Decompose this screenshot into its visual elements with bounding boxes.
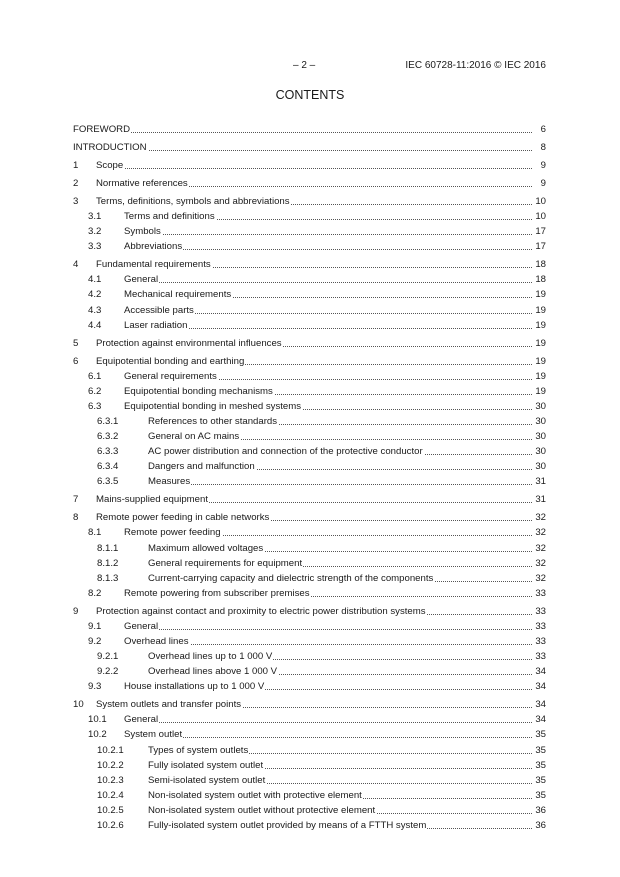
toc-entry-title: Protection against environmental influences <box>96 337 282 349</box>
toc-entry[interactable] <box>73 414 546 429</box>
toc-entry-number: 10.2.5 <box>97 804 124 816</box>
toc-entry-number: 9.2.1 <box>97 651 119 663</box>
toc-entry-number: 10.2.4 <box>97 789 124 801</box>
toc-entry-page: 33 <box>535 651 546 663</box>
toc-entry-page: 30 <box>535 461 546 473</box>
toc-entry-number: 9.3 <box>88 681 102 693</box>
toc-entry-page: 36 <box>535 820 546 832</box>
toc-entry-title: Equipotential bonding mechanisms <box>124 385 273 397</box>
toc-entry[interactable] <box>73 158 546 173</box>
toc-entry-title: Measures <box>148 476 191 488</box>
toc-entry[interactable] <box>73 604 546 619</box>
toc-entry[interactable] <box>73 634 546 649</box>
toc-entry[interactable] <box>73 586 546 601</box>
toc-entry-title: Dangers and malfunction <box>148 461 255 473</box>
toc-entry-number: 10.2 <box>88 729 107 741</box>
toc-entry-title: Normative references <box>96 178 188 190</box>
toc-entry-page: 35 <box>535 729 546 741</box>
toc-entry-title: Overhead lines above 1 000 V <box>148 666 278 678</box>
toc-entry-number: 9.1 <box>88 620 102 632</box>
toc-entry[interactable] <box>73 239 546 254</box>
toc-entry-title: Equipotential bonding in meshed systems <box>124 400 302 412</box>
toc-entry-title: Mechanical requirements <box>124 289 232 301</box>
toc-entry-number: 2 <box>73 178 79 190</box>
toc-entry-title: Semi-isolated system outlet <box>148 774 266 786</box>
toc-entry[interactable] <box>73 818 546 833</box>
toc-entry-number: 6.3.2 <box>97 431 119 443</box>
toc-entry[interactable] <box>73 664 546 679</box>
toc-entry-page: 34 <box>535 681 546 693</box>
toc-entry-page: 35 <box>535 789 546 801</box>
toc-entry-page: 17 <box>535 241 546 253</box>
toc-entry-number: 9.2.2 <box>97 666 119 678</box>
toc-entry-number: 10 <box>73 699 84 711</box>
toc-entry-number: 4.1 <box>88 274 102 286</box>
toc-entry-page: 34 <box>535 699 546 711</box>
toc-entry-number: 9.2 <box>88 636 102 647</box>
toc-entry[interactable] <box>73 399 546 414</box>
toc-entry[interactable] <box>73 510 546 525</box>
toc-entry-page: 19 <box>535 370 546 382</box>
toc-entry[interactable] <box>73 140 546 155</box>
toc-entry-title: Laser radiation <box>124 319 188 331</box>
toc-entry-page: 10 <box>535 196 546 208</box>
toc-entry[interactable] <box>73 384 546 399</box>
toc-entry[interactable] <box>73 369 546 384</box>
toc-entry[interactable] <box>73 525 546 540</box>
toc-entry-title: Equipotential bonding and earthing <box>96 355 245 367</box>
toc-entry[interactable] <box>73 788 546 803</box>
toc-entry-page: 36 <box>535 804 546 816</box>
toc-entry[interactable] <box>73 540 546 555</box>
toc-entry-title: Remote power feeding <box>124 527 221 539</box>
toc-entry-number: 6.2 <box>88 385 102 397</box>
toc-entry-title: FOREWORD <box>73 124 131 136</box>
toc-entry-page: 33 <box>535 587 546 599</box>
toc-entry-title: Symbols <box>124 226 161 238</box>
toc-entry[interactable] <box>73 176 546 191</box>
toc-entry[interactable] <box>73 758 546 773</box>
toc-entry-title: Fully isolated system outlet <box>148 759 264 771</box>
toc-entry-page: 18 <box>535 274 546 286</box>
toc-entry-title: Remote power feeding in cable networks <box>96 512 270 524</box>
toc-entry[interactable] <box>73 712 546 727</box>
toc-entry-number: 3.1 <box>88 211 102 223</box>
toc-entry-number: 8.2 <box>88 587 102 599</box>
toc-entry-number: 7 <box>73 494 79 506</box>
toc-entry[interactable] <box>73 287 546 302</box>
toc-entry[interactable] <box>73 302 546 317</box>
toc-entry[interactable] <box>73 318 546 333</box>
toc-entry-page: 34 <box>535 714 546 726</box>
standard-reference: IEC 60728-11:2016 © IEC 2016 <box>405 60 546 71</box>
toc-entry-page: 19 <box>535 289 546 301</box>
toc-entry-number: 4.2 <box>88 289 102 301</box>
toc-entry-title: Fundamental requirements <box>96 259 211 271</box>
toc-entry-title: Accessible parts <box>124 304 194 316</box>
toc-entry-page: 32 <box>535 527 546 539</box>
toc-entry-title: House installations up to 1 000 V <box>124 681 265 693</box>
toc-entry-title: Overhead lines <box>124 636 189 647</box>
toc-entry-number: 1 <box>73 160 79 172</box>
page-title: CONTENTS <box>275 88 345 102</box>
toc-entry-page: 19 <box>535 304 546 316</box>
toc-entry-page: 34 <box>535 666 546 678</box>
toc-entry-number: 8.1 <box>88 527 102 539</box>
toc-entry[interactable] <box>73 492 546 507</box>
toc-entry[interactable] <box>73 194 546 209</box>
toc-entry-title: References to other standards <box>148 416 278 428</box>
toc-entry-page: 19 <box>535 385 546 397</box>
toc-entry-page: 9 <box>540 160 546 172</box>
toc-entry-number: 10.2.6 <box>97 820 124 832</box>
toc-entry-title: General requirements <box>124 370 217 382</box>
toc-entry-number: 6.1 <box>88 370 102 382</box>
toc-entry-title: AC power distribution and connection of the protective conductor <box>148 446 423 458</box>
toc-entry[interactable] <box>73 459 546 474</box>
toc-entry-title: Current-carrying capacity and dielectric strength of the components <box>148 572 434 584</box>
toc-entry-title: System outlets and transfer points <box>96 699 242 711</box>
toc-entry-title: Remote powering from subscriber premises <box>124 587 310 599</box>
toc-entry-page: 33 <box>535 605 546 617</box>
toc-entry-page: 35 <box>535 744 546 756</box>
toc-entry-title: INTRODUCTION <box>73 142 147 154</box>
toc-entry[interactable] <box>73 224 546 239</box>
toc-entry[interactable] <box>73 619 546 634</box>
toc-entry-page: 19 <box>535 319 546 331</box>
toc-entry[interactable] <box>73 209 546 224</box>
toc-entry-number: 5 <box>73 337 79 349</box>
toc-entry-number: 3.2 <box>88 226 102 238</box>
toc-entry-page: 19 <box>535 355 546 367</box>
toc-entry-page: 30 <box>535 416 546 428</box>
toc-entry-page: 32 <box>535 557 546 569</box>
toc-entry-title: Scope <box>96 160 124 172</box>
toc-entry-title: Terms and definitions <box>124 211 215 223</box>
toc-entry-page: 17 <box>535 226 546 238</box>
toc-entry-number: 4.3 <box>88 304 102 316</box>
toc-entry-number: 8.1.3 <box>97 572 119 584</box>
toc-entry-number: 4.4 <box>88 319 102 331</box>
toc-entry-page: 32 <box>535 512 546 524</box>
toc-entry-title: Non-isolated system outlet without protective element <box>148 804 376 816</box>
toc-entry-number: 6.3 <box>88 400 102 412</box>
toc-entry-title: System outlet <box>124 729 183 741</box>
toc-entry-number: 6.3.4 <box>97 461 119 473</box>
toc-entry-title: Abbreviations <box>124 241 183 253</box>
toc-entry-number: 8.1.2 <box>97 557 119 569</box>
toc-entry-page: 30 <box>535 446 546 458</box>
toc-entry[interactable] <box>73 444 546 459</box>
toc-entry[interactable] <box>73 803 546 818</box>
toc-entry-page: 6 <box>540 124 546 136</box>
toc-entry-page: 31 <box>535 476 546 488</box>
toc-entry-page: 35 <box>535 774 546 786</box>
toc-entry-number: 3 <box>73 196 79 208</box>
toc-entry-title: Fully-isolated system outlet provided by means of a FTTH system <box>148 820 427 832</box>
toc-entry-page: 9 <box>540 178 546 190</box>
toc-entry-title: Types of system outlets <box>148 744 249 756</box>
toc-entry-title: General on AC mains <box>148 431 240 443</box>
toc-entry-number: 10.1 <box>88 714 107 726</box>
toc-entry-page: 30 <box>535 431 546 443</box>
toc-entry-number: 8.1.1 <box>97 542 119 554</box>
toc-entry-number: 10.2.3 <box>97 774 124 786</box>
toc-entry[interactable] <box>73 679 546 694</box>
toc-entry-number: 6.3.5 <box>97 476 119 488</box>
toc-entry-number: 10.2.1 <box>97 744 124 756</box>
toc-entry-number: 9 <box>73 605 79 617</box>
toc-entry-title: General <box>124 274 159 286</box>
toc-entry-page: 35 <box>535 759 546 771</box>
toc-entry-number: 8 <box>73 512 79 524</box>
toc-entry-page: 33 <box>535 636 546 647</box>
toc-entry-title: Non-isolated system outlet with protective element <box>148 789 362 801</box>
toc-entry-page: 19 <box>535 337 546 349</box>
toc-entry[interactable] <box>73 742 546 757</box>
toc-entry-title: General <box>124 714 159 726</box>
toc-entry-title: Maximum allowed voltages <box>148 542 264 554</box>
toc-entry[interactable] <box>73 697 546 712</box>
toc-entry-page: 32 <box>535 542 546 554</box>
toc-entry-page: 33 <box>535 620 546 632</box>
page-number: – 2 – <box>293 60 316 71</box>
toc-entry-page: 31 <box>535 494 546 506</box>
toc-entry[interactable] <box>73 474 546 489</box>
toc-entry-number: 3.3 <box>88 241 102 253</box>
toc-entry[interactable] <box>73 122 546 137</box>
toc-entry[interactable] <box>73 272 546 287</box>
toc-entry[interactable] <box>73 354 546 369</box>
toc-entry-number: 10.2.2 <box>97 759 124 771</box>
toc-entry[interactable] <box>73 571 546 586</box>
toc-entry-page: 18 <box>535 259 546 271</box>
toc-entry[interactable] <box>73 429 546 444</box>
toc-entry-title: General <box>124 620 159 632</box>
toc-entry-page: 30 <box>535 400 546 412</box>
toc-entry[interactable] <box>73 257 546 272</box>
toc-entry-number: 6 <box>73 355 79 367</box>
toc-entry-page: 32 <box>535 572 546 584</box>
toc-entry-title: General requirements for equipment <box>148 557 303 569</box>
toc-entry-title: Protection against contact and proximity to electric power distribution systems <box>96 605 426 617</box>
toc-entry-number: 4 <box>73 259 79 271</box>
toc-entry-title: Terms, definitions, symbols and abbreviations <box>96 196 290 208</box>
toc-entry[interactable] <box>73 336 546 351</box>
toc-entry[interactable] <box>73 773 546 788</box>
toc-entry-title: Overhead lines up to 1 000 V <box>148 651 273 663</box>
table-of-contents <box>73 122 546 833</box>
toc-entry[interactable] <box>73 556 546 571</box>
toc-entry-number: 6.3.3 <box>97 446 119 458</box>
toc-entry[interactable] <box>73 649 546 664</box>
toc-entry-page: 10 <box>535 211 546 223</box>
toc-entry-page: 8 <box>540 142 546 154</box>
toc-entry[interactable] <box>73 727 546 742</box>
toc-entry-title: Mains-supplied equipment <box>96 494 208 506</box>
toc-entry-number: 6.3.1 <box>97 416 119 428</box>
